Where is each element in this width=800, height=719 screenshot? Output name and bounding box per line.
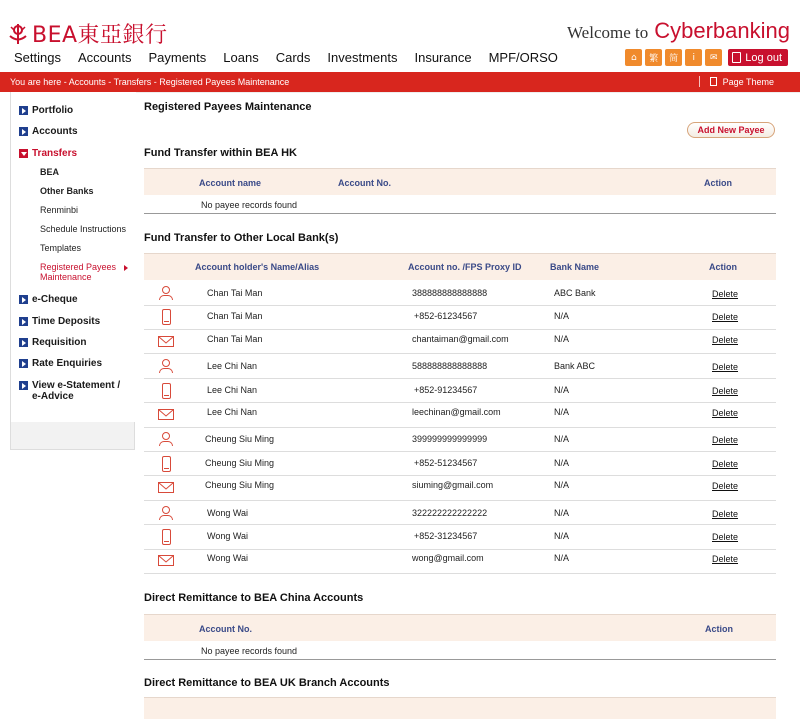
arrow-right-icon [19, 127, 28, 136]
payee-name: Lee Chi Nan [207, 384, 258, 395]
col-account-name: Account name [199, 178, 262, 188]
sidebar-item-label: e-Cheque [32, 294, 78, 305]
table-header [144, 253, 776, 280]
col-account-no: Account No. [199, 624, 252, 634]
payee-name: Lee Chi Nan [207, 407, 258, 417]
payee-name: Wong Wai [207, 531, 249, 541]
payee-name: Cheung Siu Ming [205, 434, 275, 445]
delete-link[interactable]: Delete [712, 362, 739, 373]
delete-link[interactable]: Delete [712, 312, 739, 323]
sidebar-item-requisition[interactable] [19, 337, 86, 348]
payee-account: 388888888888888 [412, 288, 488, 298]
col-account-proxy: Account no. /FPS Proxy ID [408, 262, 522, 272]
email-icon [158, 554, 174, 568]
phone-icon [158, 530, 174, 544]
logout-icon [732, 52, 741, 63]
page-theme-icon [710, 77, 717, 86]
sidebar-item-accounts[interactable] [19, 126, 78, 137]
nav-mpf-orso[interactable]: MPF/ORSO [488, 50, 558, 65]
payee-bank: N/A [554, 384, 570, 395]
header [0, 0, 800, 72]
col-account-no: Account No. [338, 178, 391, 188]
page-theme-link[interactable] [699, 76, 774, 87]
empty-message: No payee records found [201, 646, 298, 656]
delete-link[interactable]: Delete [712, 289, 739, 299]
bea-logo[interactable] [8, 18, 168, 49]
nav-accounts[interactable]: Accounts [77, 50, 132, 65]
sidebar-item-view-estatement[interactable] [19, 380, 127, 402]
nav-cards[interactable]: Cards [275, 50, 311, 65]
payee-row [144, 403, 776, 428]
divider [699, 76, 700, 87]
table-header [144, 614, 776, 641]
sidebar-item-label: Accounts [32, 126, 78, 137]
arrow-right-icon [19, 381, 28, 390]
nav-loans[interactable]: Loans [223, 50, 259, 65]
payee-bank: ABC Bank [554, 288, 596, 298]
simplified-chinese-icon[interactable]: 简 [665, 49, 682, 66]
payee-row [144, 476, 776, 501]
payee-bank: N/A [554, 457, 570, 468]
col-action: Action [704, 178, 732, 188]
delete-link[interactable]: Delete [712, 435, 739, 446]
home-icon[interactable]: ⌂ [625, 49, 642, 66]
breadcrumb: You are here - Accounts - Transfers - Registered Payees Maintenance [10, 77, 290, 87]
arrow-right-icon [19, 359, 28, 368]
sidebar-sub-renminbi[interactable]: Renminbi [40, 205, 79, 215]
sidebar-item-label: Requisition [32, 337, 87, 348]
payee-row [144, 354, 776, 379]
empty-message: No payee records found [201, 200, 298, 210]
arrow-right-icon [124, 265, 128, 271]
logout-label: Log out [745, 51, 782, 64]
logout-button[interactable] [728, 49, 788, 66]
sidebar-sub-bea[interactable]: BEA [40, 167, 60, 177]
payee-account: +852-51234567 [414, 457, 478, 468]
payee-row [144, 379, 776, 404]
delete-link[interactable]: Delete [712, 481, 739, 492]
person-icon [158, 286, 174, 300]
sidebar-item-portfolio[interactable] [19, 105, 73, 116]
sidebar-item-label: Portfolio [32, 105, 74, 116]
email-icon [158, 335, 174, 349]
payee-name: Chan Tai Man [207, 311, 263, 322]
col-action: Action [705, 624, 733, 634]
sidebar-item-echeque[interactable] [19, 294, 78, 305]
payee-name: Cheung Siu Ming [205, 457, 275, 468]
welcome-brand: Cyberbanking [654, 18, 790, 43]
payee-bank: Bank ABC [554, 361, 596, 372]
payee-row [144, 305, 776, 330]
add-new-payee-button[interactable]: Add New Payee [687, 122, 775, 138]
sidebar-item-rate-enquiries[interactable] [19, 358, 102, 369]
sidebar [10, 92, 135, 450]
payee-account: 588888888888888 [412, 361, 488, 372]
col-holder-name: Account holder's Name/Alias [195, 262, 320, 272]
empty-row [144, 196, 776, 214]
payee-bank: N/A [554, 531, 570, 541]
page-title: Registered Payees Maintenance [144, 101, 312, 113]
delete-link[interactable]: Delete [712, 554, 739, 565]
traditional-chinese-icon[interactable]: 繁 [645, 49, 662, 66]
info-icon[interactable]: i [685, 49, 702, 66]
arrow-right-icon [19, 106, 28, 115]
payee-name: Wong Wai [207, 553, 249, 564]
payee-account: wong@gmail.com [412, 553, 484, 564]
payee-row [144, 549, 776, 574]
sidebar-sub-other-banks[interactable]: Other Banks [40, 186, 94, 196]
sidebar-sub-schedule-instructions[interactable]: Schedule Instructions [40, 224, 127, 234]
sidebar-item-label: View e-Statement / e-Advice [32, 380, 121, 402]
delete-link[interactable]: Delete [712, 458, 739, 469]
arrow-right-icon [19, 338, 28, 347]
arrow-right-icon [19, 295, 28, 304]
col-action: Action [709, 262, 737, 272]
section-title-other-banks: Fund Transfer to Other Local Bank(s) [144, 232, 339, 244]
sidebar-item-transfers[interactable] [19, 148, 77, 159]
table-header [144, 168, 776, 195]
payee-name: Chan Tai Man [207, 333, 263, 344]
payee-row [144, 525, 776, 550]
sidebar-item-label: Rate Enquiries [32, 358, 103, 369]
sidebar-sub-templates[interactable]: Templates [40, 243, 82, 253]
email-icon [158, 481, 174, 495]
utility-icons [625, 49, 788, 66]
person-icon [158, 359, 174, 373]
payee-row [144, 330, 776, 355]
payee-account: chantaiman@gmail.com [412, 333, 509, 344]
payee-name: Lee Chi Nan [207, 361, 258, 372]
payee-bank: N/A [554, 480, 570, 491]
section-title-china: Direct Remittance to BEA China Accounts [144, 592, 364, 604]
delete-link[interactable]: Delete [712, 508, 739, 519]
welcome-prefix: Welcome to [567, 23, 649, 42]
payee-account: +852-31234567 [414, 531, 478, 541]
payee-row [144, 452, 776, 477]
col-bank-name: Bank Name [550, 262, 600, 272]
payee-bank: N/A [554, 434, 570, 445]
payee-account: 322222222222222 [412, 507, 488, 518]
person-icon [158, 432, 174, 446]
nav-settings[interactable]: Settings [14, 50, 61, 65]
divider [136, 92, 800, 93]
email-icon [158, 408, 174, 422]
page-theme-label: Page Theme [722, 76, 774, 87]
payee-account: siuming@gmail.com [412, 480, 494, 491]
payee-account: +852-61234567 [414, 311, 478, 322]
payee-row [144, 501, 776, 526]
table-header [144, 697, 776, 719]
phone-icon [158, 310, 174, 324]
payee-account: leechinan@gmail.com [412, 407, 501, 417]
sidebar-menu [11, 92, 136, 422]
payee-bank: N/A [554, 311, 570, 322]
sidebar-sub-registered-payees[interactable]: Registered Payees Maintenance [40, 262, 117, 282]
payee-account: 399999999999999 [412, 434, 488, 445]
payee-account: +852-91234567 [414, 384, 478, 395]
sidebar-item-label: Time Deposits [32, 316, 101, 327]
payee-bank: N/A [554, 553, 570, 564]
section-title-uk: Direct Remittance to BEA UK Branch Accounts [144, 677, 390, 689]
delete-link[interactable]: Delete [712, 385, 739, 396]
nav-payments[interactable]: Payments [148, 50, 207, 65]
phone-icon [158, 384, 174, 398]
logo-text: BEA東亞銀行 [32, 23, 168, 48]
payee-name: Wong Wai [207, 507, 249, 518]
arrow-down-icon [19, 149, 28, 158]
nav-insurance[interactable]: Insurance [414, 50, 472, 65]
sidebar-item-time-deposits[interactable] [19, 316, 100, 327]
phone-icon [158, 457, 174, 471]
main-nav [14, 50, 558, 65]
sidebar-item-label: Transfers [32, 148, 78, 159]
nav-investments[interactable]: Investments [327, 50, 398, 65]
payee-bank: N/A [554, 407, 570, 417]
empty-row [144, 642, 776, 660]
welcome-banner [567, 18, 790, 44]
section-title-bea-hk: Fund Transfer within BEA HK [144, 147, 297, 159]
payee-bank: N/A [554, 507, 570, 518]
mail-icon[interactable]: ✉ [705, 49, 722, 66]
delete-link[interactable]: Delete [712, 532, 739, 542]
arrow-right-icon [19, 317, 28, 326]
payee-row [144, 281, 776, 306]
delete-link[interactable]: Delete [712, 334, 739, 345]
payee-name: Chan Tai Man [207, 288, 263, 298]
breadcrumb-bar [0, 72, 800, 92]
bea-logo-icon [8, 23, 28, 45]
payee-bank: N/A [554, 333, 570, 344]
payee-row [144, 427, 776, 452]
person-icon [158, 506, 174, 520]
payee-name: Cheung Siu Ming [205, 480, 275, 491]
delete-link[interactable]: Delete [712, 408, 739, 418]
